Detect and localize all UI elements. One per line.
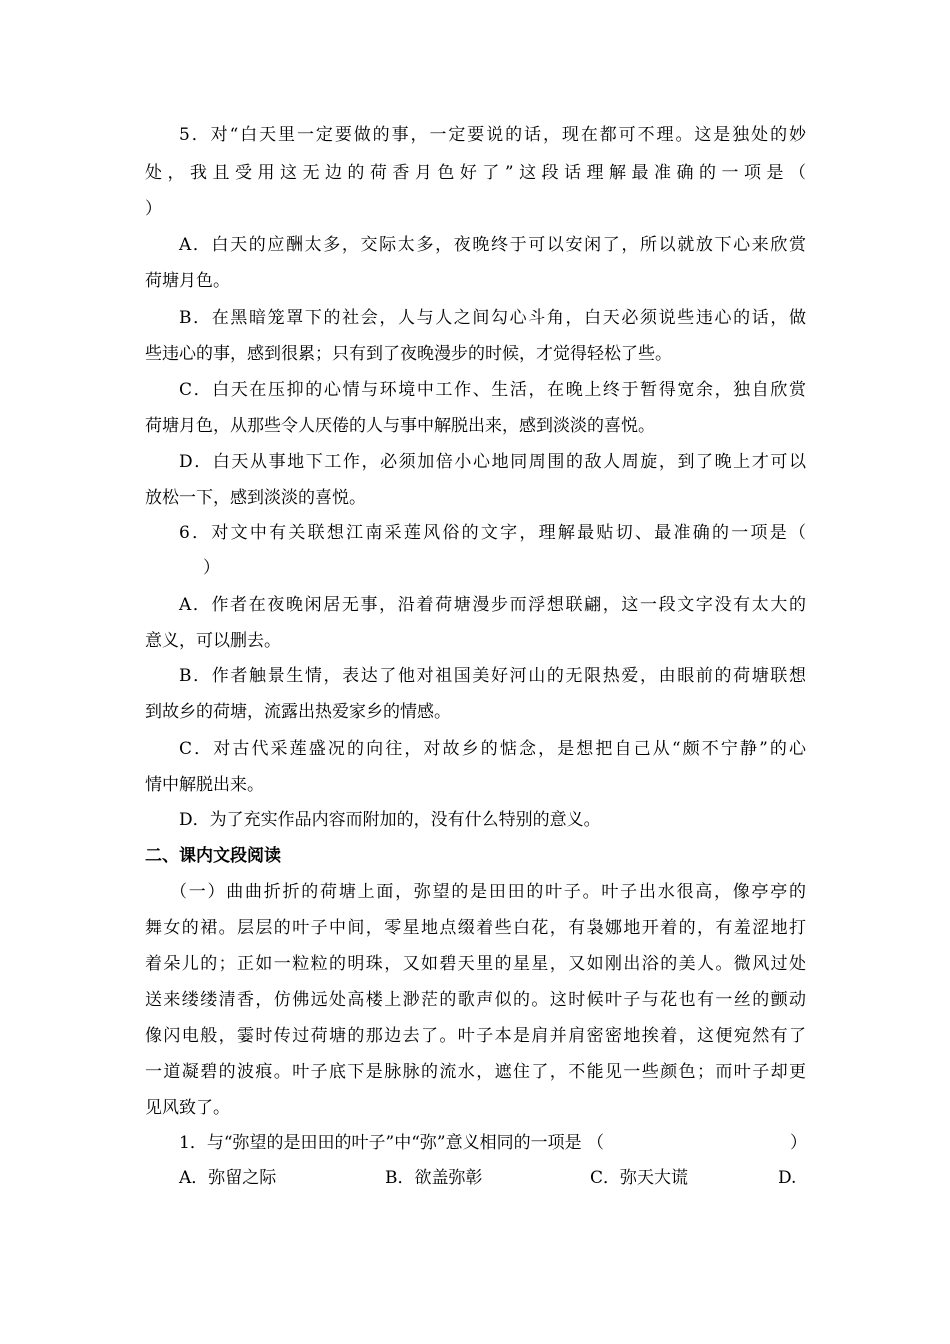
passage-line-2: 舞女的裙。层层的叶子中间，零星地点缀着些白花，有袅娜地开着的，有羞涩地打 bbox=[145, 918, 806, 938]
question-1-stem: 1．与“弥望的是田田的叶子”中“弥”意义相同的一项是 （ bbox=[179, 1133, 604, 1153]
question-5-stem-line-2: 处，我且受用这无边的荷香月色好了”这段话理解最准确的一项是（ bbox=[145, 163, 806, 183]
question-6-option-b-line-1: B．作者触景生情，表达了他对祖国美好河山的无限热爱，由眼前的荷塘联想 bbox=[179, 666, 806, 686]
question-5-option-b-line-2: 些违心的事，感到很累；只有到了夜晚漫步的时候，才觉得轻松了些。 bbox=[145, 344, 672, 364]
section-heading: 二、课内文段阅读 bbox=[145, 846, 281, 866]
question-1-answer-paren: ） bbox=[790, 1133, 807, 1153]
question-1-option-c: C．弥天大谎 bbox=[590, 1168, 689, 1188]
question-5-stem-line-1: 5．对“白天里一定要做的事，一定要说的话，现在都可不理。这是独处的妙 bbox=[179, 125, 806, 145]
passage-line-7: 见风致了。 bbox=[145, 1098, 230, 1118]
question-5-option-d-line-2: 放松一下，感到淡淡的喜悦。 bbox=[145, 488, 366, 508]
question-6-option-c-line-2: 情中解脱出来。 bbox=[145, 775, 264, 795]
question-5-option-c-line-1: C．白天在压抑的心情与环境中工作、生活，在晚上终于暂得宽余，独自欣赏 bbox=[179, 380, 806, 400]
question-1-option-a: A．弥留之际 bbox=[179, 1168, 277, 1188]
question-5-option-a-line-2: 荷塘月色。 bbox=[145, 271, 230, 291]
question-5-option-b-line-1: B．在黑暗笼罩下的社会，人与人之间勾心斗角，白天必须说些违心的话，做 bbox=[179, 308, 806, 328]
question-6-stem-line-2: ） bbox=[203, 558, 220, 578]
question-5-option-c-line-2: 荷塘月色，从那些令人厌倦的人与事中解脱出来，感到淡淡的喜悦。 bbox=[145, 416, 655, 436]
question-1-option-b: B．欲盖弥彰 bbox=[385, 1168, 483, 1188]
passage-line-5: 像闪电般，霎时传过荷塘的那边去了。叶子本是肩并肩密密地挨着，这便宛然有了 bbox=[145, 1026, 806, 1046]
question-5-option-d-line-1: D．白天从事地下工作，必须加倍小心地同周围的敌人周旋，到了晚上才可以 bbox=[179, 452, 806, 472]
question-6-option-a-line-2: 意义，可以删去。 bbox=[145, 631, 281, 651]
passage-line-4: 送来缕缕清香，仿佛远处高楼上渺茫的歌声似的。这时候叶子与花也有一丝的颤动 bbox=[145, 990, 806, 1010]
question-1-option-d: D. bbox=[778, 1168, 797, 1188]
passage-line-6: 一道凝碧的波痕。叶子底下是脉脉的流水，遮住了，不能见一些颜色；而叶子却更 bbox=[145, 1062, 806, 1082]
question-6-stem-line-1: 6．对文中有关联想江南采莲风俗的文字，理解最贴切、最准确的一项是（ bbox=[179, 523, 806, 543]
question-6-option-d: D．为了充实作品内容而附加的，没有什么特别的意义。 bbox=[179, 810, 601, 830]
question-5-stem-line-3: ） bbox=[145, 199, 162, 219]
question-6-option-a-line-1: A．作者在夜晚闲居无事，沿着荷塘漫步而浮想联翩，这一段文字没有太大的 bbox=[179, 595, 806, 615]
question-5-option-a-line-1: A．白天的应酬太多，交际太多，夜晚终于可以安闲了，所以就放下心来欣赏 bbox=[179, 235, 806, 255]
passage-line-3: 着朵儿的；正如一粒粒的明珠，又如碧天里的星星，又如刚出浴的美人。微风过处 bbox=[145, 954, 806, 974]
question-6-option-c-line-1: C．对古代采莲盛况的向往，对故乡的惦念，是想把自己从“颇不宁静”的心 bbox=[179, 739, 806, 759]
question-6-option-b-line-2: 到故乡的荷塘，流露出热爱家乡的情感。 bbox=[145, 702, 451, 722]
passage-line-1: （一）曲曲折折的荷塘上面，弥望的是田田的叶子。叶子出水很高，像亭亭的 bbox=[170, 882, 806, 902]
